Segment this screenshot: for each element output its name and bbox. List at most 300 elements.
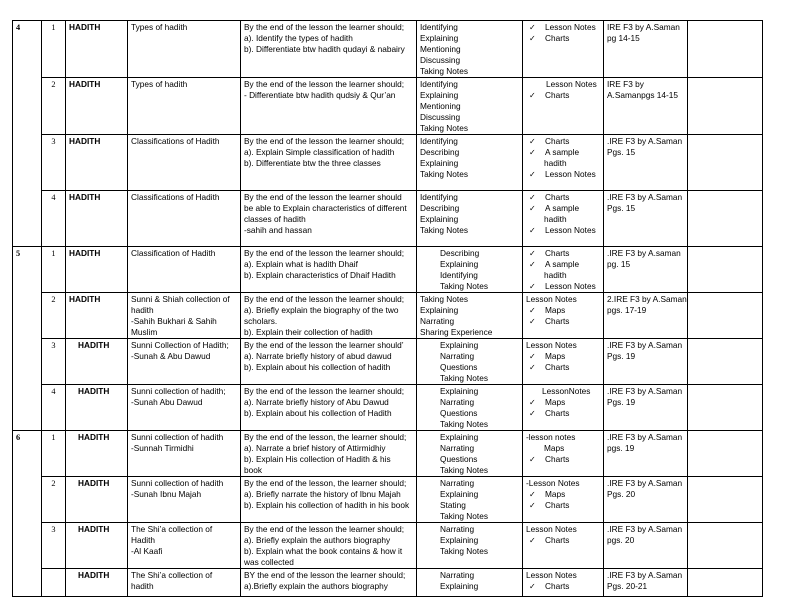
subtopic-line: The Shi’a collection of xyxy=(131,570,213,580)
resource-item xyxy=(526,147,600,158)
checkmark-icon: ✓ xyxy=(529,249,536,258)
week-number xyxy=(13,431,42,597)
references-cell xyxy=(604,569,688,597)
week-number xyxy=(13,21,42,247)
remarks-cell xyxy=(688,339,763,385)
activity-line: Explaining xyxy=(440,432,479,442)
resource-item xyxy=(526,340,600,351)
topic-text: HADITH xyxy=(69,79,101,89)
reference-line: .IRE F3 by A.Saman xyxy=(607,340,683,350)
remarks-cell xyxy=(688,135,763,191)
activity-line: Explaining xyxy=(420,214,459,224)
subtopic-line: Muslim xyxy=(131,327,158,337)
activity-line: Narrating xyxy=(440,351,475,361)
lesson-number-text: 3 xyxy=(51,137,56,146)
checkmark-icon: ✓ xyxy=(529,409,536,418)
topic-cell xyxy=(66,385,128,431)
topic-text: HADITH xyxy=(69,22,101,32)
subtopic-cell xyxy=(128,21,241,78)
objective-line: By the end of the lesson, the learner should; xyxy=(244,432,407,442)
resource-text: A sample xyxy=(545,259,580,269)
resource-text: Lesson Notes xyxy=(526,294,577,304)
table-row xyxy=(13,135,763,191)
resource-text: Charts xyxy=(545,535,570,545)
subtopic-cell xyxy=(128,569,241,597)
resource-item xyxy=(526,192,600,203)
resource-item xyxy=(526,454,600,465)
objective-line: b). Explain characteristics of Dhaif Hadith xyxy=(244,270,396,280)
activity-line: Taking Notes xyxy=(420,294,468,304)
subtopic-line: Sunni & Shiah collection of xyxy=(131,294,230,304)
activity-line: Explaining xyxy=(420,33,459,43)
objective-line: By the end of the lesson the learner should; xyxy=(244,22,405,32)
reference-line: .IRE F3 by A.Saman xyxy=(607,524,683,534)
table-row xyxy=(13,21,763,78)
objectives-cell xyxy=(241,339,417,385)
resource-text: Maps xyxy=(545,351,566,361)
scheme-of-work-table xyxy=(12,20,763,597)
reference-line: pgs. 17-19 xyxy=(607,305,647,315)
objective-line: a). Explain Simple classification of hadith xyxy=(244,147,395,157)
activity-line: Taking Notes xyxy=(420,169,468,179)
resource-item xyxy=(526,214,600,225)
subtopic-line: -Sunnah Tirmidhi xyxy=(131,443,194,453)
resource-text: Charts xyxy=(545,408,570,418)
activity-line: Explaining xyxy=(440,386,479,396)
table-row xyxy=(13,431,763,477)
objective-line: a). Identify the types of hadith xyxy=(244,33,353,43)
resources-cell xyxy=(523,569,604,597)
topic-text: HADITH xyxy=(78,386,110,396)
references-cell xyxy=(604,21,688,78)
lesson-number xyxy=(42,523,66,569)
resource-text: A sample xyxy=(545,203,580,213)
checkmark-icon: ✓ xyxy=(529,398,536,407)
resources-cell xyxy=(523,477,604,523)
checkmark-icon: ✓ xyxy=(529,455,536,464)
activity-line: Narrating xyxy=(420,316,455,326)
resource-item xyxy=(526,443,600,454)
remarks-cell xyxy=(688,293,763,339)
remarks-cell xyxy=(688,523,763,569)
objective-line: a). Narrate a brief history of Attirmidhiy xyxy=(244,443,386,453)
lesson-number-text: 1 xyxy=(51,249,56,258)
reference-line: IRE F3 by A.Saman xyxy=(607,22,680,32)
resource-text: -lesson notes xyxy=(526,432,576,442)
activity-line: Narrating xyxy=(440,397,475,407)
checkmark-icon: ✓ xyxy=(529,317,536,326)
activity-line: Discussing xyxy=(420,55,461,65)
activities-cell xyxy=(417,78,523,135)
lesson-number xyxy=(42,477,66,523)
subtopic-line: Sunni Collection of Hadith; xyxy=(131,340,229,350)
table-row xyxy=(13,523,763,569)
reference-line: .IRE F3 by A.Saman xyxy=(607,478,683,488)
remarks-cell xyxy=(688,431,763,477)
resource-item xyxy=(526,22,600,33)
objective-line: BY the end of the lesson the learner should; xyxy=(244,570,406,580)
topic-cell xyxy=(66,78,128,135)
objective-line: -sahih and hassan xyxy=(244,225,312,235)
activity-line: Describing xyxy=(420,147,460,157)
objective-line: a). Narrate briefly history of abud dawud xyxy=(244,351,392,361)
resources-cell xyxy=(523,135,604,191)
lesson-number-text: 2 xyxy=(51,479,56,488)
remarks-cell xyxy=(688,21,763,78)
references-cell xyxy=(604,78,688,135)
lesson-number-text: 2 xyxy=(51,80,56,89)
resource-item xyxy=(526,478,600,489)
activity-line: Narrating xyxy=(440,524,475,534)
topic-text: HADITH xyxy=(69,294,101,304)
resources-cell xyxy=(523,339,604,385)
objective-line: b). Explain what the book contains & how it xyxy=(244,546,403,556)
reference-line: Pgs. 15 xyxy=(607,147,636,157)
activity-line: Identifying xyxy=(420,192,458,202)
resource-text: LessonNotes xyxy=(542,386,591,396)
resource-item xyxy=(526,136,600,147)
resource-text: Lesson Notes xyxy=(545,22,596,32)
lesson-number xyxy=(42,78,66,135)
subtopic-cell xyxy=(128,191,241,247)
resource-text: Lesson Notes xyxy=(526,524,577,534)
checkmark-icon: ✓ xyxy=(529,306,536,315)
remarks-cell xyxy=(688,477,763,523)
reference-line: IRE F3 by xyxy=(607,79,644,89)
activities-cell xyxy=(417,385,523,431)
resource-text: Charts xyxy=(545,248,570,258)
objectives-cell xyxy=(241,293,417,339)
checkmark-icon: ✓ xyxy=(529,501,536,510)
activity-line: Questions xyxy=(440,362,478,372)
resource-item xyxy=(526,281,600,292)
topic-cell xyxy=(66,523,128,569)
objective-line: By the end of the lesson the learner should; xyxy=(244,294,405,304)
activity-line: Narrating xyxy=(440,570,475,580)
subtopic-cell xyxy=(128,477,241,523)
objective-line: - Differentiate btw hadith qudsiy & Qur’an xyxy=(244,90,396,100)
resource-item xyxy=(526,294,600,305)
reference-line: Pgs. 20-21 xyxy=(607,581,648,591)
topic-cell xyxy=(66,431,128,477)
resource-item xyxy=(526,158,600,169)
topic-text: HADITH xyxy=(78,340,110,350)
activity-line: Describing xyxy=(420,203,460,213)
subtopic-cell xyxy=(128,523,241,569)
table-row xyxy=(13,293,763,339)
objective-line: was collected xyxy=(244,557,294,567)
resources-cell xyxy=(523,78,604,135)
topic-cell xyxy=(66,569,128,597)
objective-line: a). Narrate briefly history of Abu Dawud xyxy=(244,397,389,407)
checkmark-icon: ✓ xyxy=(529,193,536,202)
resource-text: Charts xyxy=(545,362,570,372)
objective-line: be able to Explain characteristics of different xyxy=(244,203,407,213)
resource-item xyxy=(526,259,600,270)
checkmark-icon: ✓ xyxy=(529,352,536,361)
resource-item xyxy=(526,500,600,511)
references-cell xyxy=(604,247,688,293)
activities-cell xyxy=(417,569,523,597)
resource-item xyxy=(526,203,600,214)
resources-cell xyxy=(523,431,604,477)
activity-line: Explaining xyxy=(440,259,479,269)
topic-cell xyxy=(66,21,128,78)
resource-text: Charts xyxy=(545,192,570,202)
references-cell xyxy=(604,191,688,247)
table-row xyxy=(13,78,763,135)
objective-line: b). Differentiate btw hadith qudayi & nabairy xyxy=(244,44,405,54)
activity-line: Taking Notes xyxy=(440,419,488,429)
activity-line: Narrating xyxy=(440,478,475,488)
lesson-number xyxy=(42,339,66,385)
objectives-cell xyxy=(241,191,417,247)
activity-line: Sharing Experience xyxy=(420,327,493,337)
resources-cell xyxy=(523,247,604,293)
lesson-number xyxy=(42,21,66,78)
activity-line: Identifying xyxy=(420,136,458,146)
activity-line: Taking Notes xyxy=(440,373,488,383)
resource-item xyxy=(526,386,600,397)
lesson-number-text: 1 xyxy=(51,23,56,32)
references-cell xyxy=(604,523,688,569)
resource-item xyxy=(526,225,600,236)
table-row xyxy=(13,339,763,385)
resource-text: Lesson Notes xyxy=(546,79,597,89)
checkmark-icon: ✓ xyxy=(529,582,536,591)
topic-cell xyxy=(66,135,128,191)
resource-item xyxy=(526,408,600,419)
table-row xyxy=(13,477,763,523)
activity-line: Explaining xyxy=(420,90,459,100)
activities-cell xyxy=(417,247,523,293)
week-number xyxy=(13,247,42,431)
resource-text: Lesson Notes xyxy=(545,281,596,291)
topic-cell xyxy=(66,191,128,247)
activity-line: Discussing xyxy=(420,112,461,122)
remarks-cell xyxy=(688,247,763,293)
checkmark-icon: ✓ xyxy=(529,170,536,179)
resource-item xyxy=(526,90,600,101)
reference-line: 2.IRE F3 by A.Saman xyxy=(607,294,687,304)
lesson-number-text: 3 xyxy=(51,525,56,534)
activities-cell xyxy=(417,293,523,339)
reference-line: .IRE F3 by A.Saman xyxy=(607,386,683,396)
week-number-text: 4 xyxy=(16,23,21,32)
objective-line: scholars. xyxy=(244,316,278,326)
resource-text: Charts xyxy=(545,136,570,146)
lesson-number-text: 2 xyxy=(51,295,56,304)
subtopic-cell xyxy=(128,135,241,191)
lesson-number xyxy=(42,431,66,477)
remarks-cell xyxy=(688,569,763,597)
activity-line: Explaining xyxy=(420,305,459,315)
resource-item xyxy=(526,432,600,443)
objective-line: a).Briefly explain the authors biography xyxy=(244,581,388,591)
checkmark-icon: ✓ xyxy=(529,23,536,32)
reference-line: pg. 15 xyxy=(607,259,631,269)
activities-cell xyxy=(417,339,523,385)
subtopic-line: The Shi’a collection of xyxy=(131,524,213,534)
reference-line: pgs. 20 xyxy=(607,535,635,545)
references-cell xyxy=(604,293,688,339)
subtopic-line: hadith xyxy=(131,581,154,591)
activity-line: Taking Notes xyxy=(440,465,488,475)
checkmark-icon: ✓ xyxy=(529,204,536,213)
resource-text: Maps xyxy=(545,305,566,315)
lesson-number-text: 4 xyxy=(51,387,56,396)
objective-line: b). Explain his collection of hadith in his book xyxy=(244,500,410,510)
resource-text: Maps xyxy=(544,443,565,453)
activities-cell xyxy=(417,477,523,523)
objectives-cell xyxy=(241,431,417,477)
resource-item xyxy=(526,535,600,546)
resources-cell xyxy=(523,523,604,569)
activity-line: Taking Notes xyxy=(420,123,468,133)
topic-text: HADITH xyxy=(78,432,110,442)
activity-line: Taking Notes xyxy=(440,281,488,291)
objective-line: By the end of the lesson, the learner should; xyxy=(244,478,407,488)
objectives-cell xyxy=(241,385,417,431)
subtopic-line: Sunni collection of hadith xyxy=(131,478,224,488)
objective-line: By the end of the lesson the learner should; xyxy=(244,386,405,396)
resource-item xyxy=(526,169,600,180)
reference-line: pgs. 19 xyxy=(607,443,635,453)
reference-line: .IRE F3 by A.saman xyxy=(607,248,681,258)
subtopic-line: Classifications of Hadith xyxy=(131,136,220,146)
activity-line: Taking Notes xyxy=(440,546,488,556)
lesson-number xyxy=(42,293,66,339)
checkmark-icon: ✓ xyxy=(529,282,536,291)
activity-line: Narrating xyxy=(440,443,475,453)
topic-text: HADITH xyxy=(78,570,110,580)
subtopic-cell xyxy=(128,431,241,477)
table-row xyxy=(13,569,763,597)
objectives-cell xyxy=(241,21,417,78)
topic-cell xyxy=(66,339,128,385)
objectives-cell xyxy=(241,569,417,597)
resource-text: Maps xyxy=(545,489,566,499)
checkmark-icon: ✓ xyxy=(529,34,536,43)
subtopic-line: hadith xyxy=(131,305,154,315)
lesson-number xyxy=(42,385,66,431)
subtopic-line: Types of hadith xyxy=(131,22,188,32)
activity-line: Taking Notes xyxy=(420,225,468,235)
subtopic-line: Classification of Hadith xyxy=(131,248,216,258)
resource-item xyxy=(526,570,600,581)
checkmark-icon: ✓ xyxy=(529,536,536,545)
objectives-cell xyxy=(241,523,417,569)
activity-line: Taking Notes xyxy=(440,511,488,521)
lesson-number xyxy=(42,135,66,191)
objective-line: By the end of the lesson the learner should xyxy=(244,192,402,202)
activity-line: Mentioning xyxy=(420,44,461,54)
activity-line: Explaining xyxy=(440,535,479,545)
objective-line: b). Differentiate btw the three classes xyxy=(244,158,381,168)
reference-line: pg 14-15 xyxy=(607,33,640,43)
subtopic-line: -Sunah Abu Dawud xyxy=(131,397,203,407)
remarks-cell xyxy=(688,191,763,247)
resource-text: Charts xyxy=(545,90,570,100)
subtopic-cell xyxy=(128,339,241,385)
activity-line: Identifying xyxy=(440,270,478,280)
subtopic-line: Sunni collection of hadith; xyxy=(131,386,226,396)
topic-text: HADITH xyxy=(69,192,101,202)
resource-item xyxy=(526,524,600,535)
objective-line: b). Explain about his collection of Hadith xyxy=(244,408,392,418)
activity-line: Explaining xyxy=(440,581,479,591)
reference-line: Pgs. 20 xyxy=(607,489,636,499)
resource-item xyxy=(526,305,600,316)
topic-cell xyxy=(66,477,128,523)
resource-item xyxy=(526,270,600,281)
reference-line: Pgs. 15 xyxy=(607,203,636,213)
checkmark-icon: ✓ xyxy=(529,490,536,499)
objective-line: By the end of the lesson the learner should; xyxy=(244,136,405,146)
objectives-cell xyxy=(241,247,417,293)
table-row xyxy=(13,247,763,293)
subtopic-line: -Sahih Bukhari & Sahih xyxy=(131,316,217,326)
topic-cell xyxy=(66,247,128,293)
resource-item xyxy=(526,489,600,500)
topic-cell xyxy=(66,293,128,339)
resource-text: Lesson Notes xyxy=(545,169,596,179)
subtopic-cell xyxy=(128,293,241,339)
checkmark-icon: ✓ xyxy=(529,91,536,100)
resource-text: Charts xyxy=(545,316,570,326)
objective-line: b). Explain His collection of Hadith & his xyxy=(244,454,391,464)
checkmark-icon: ✓ xyxy=(529,226,536,235)
resource-text: Maps xyxy=(545,397,566,407)
lesson-number xyxy=(42,191,66,247)
objective-line: book xyxy=(244,465,262,475)
subtopic-cell xyxy=(128,78,241,135)
activity-line: Explaining xyxy=(440,489,479,499)
reference-line: Pgs. 19 xyxy=(607,397,636,407)
objective-line: a). Briefly explain the authors biography xyxy=(244,535,391,545)
subtopic-line: Hadith xyxy=(131,535,155,545)
remarks-cell xyxy=(688,78,763,135)
resource-text: hadith xyxy=(544,270,567,280)
references-cell xyxy=(604,339,688,385)
resource-item xyxy=(526,397,600,408)
resource-item xyxy=(526,362,600,373)
subtopic-cell xyxy=(128,247,241,293)
resources-cell xyxy=(523,385,604,431)
subtopic-cell xyxy=(128,385,241,431)
objective-line: a). Briefly narrate the history of Ibnu Majah xyxy=(244,489,401,499)
table-body xyxy=(13,21,763,597)
reference-line: A.Samanpgs 14-15 xyxy=(607,90,679,100)
references-cell xyxy=(604,477,688,523)
objective-line: b). Explain their collection of hadith xyxy=(244,327,373,337)
resource-text: Lesson Notes xyxy=(526,340,577,350)
lesson-number xyxy=(42,247,66,293)
objective-line: a). Explain what is hadith Dhaif xyxy=(244,259,358,269)
lesson-number-text: 3 xyxy=(51,341,56,350)
activity-line: Identifying xyxy=(420,22,458,32)
activity-line: Mentioning xyxy=(420,101,461,111)
resource-item xyxy=(526,79,600,90)
resource-text: Lesson Notes xyxy=(545,225,596,235)
lesson-number-text: 1 xyxy=(51,433,56,442)
topic-text: HADITH xyxy=(78,524,110,534)
resource-item xyxy=(526,351,600,362)
lesson-number-text: 4 xyxy=(51,193,56,202)
resource-item xyxy=(526,33,600,44)
checkmark-icon: ✓ xyxy=(529,148,536,157)
checkmark-icon: ✓ xyxy=(529,137,536,146)
